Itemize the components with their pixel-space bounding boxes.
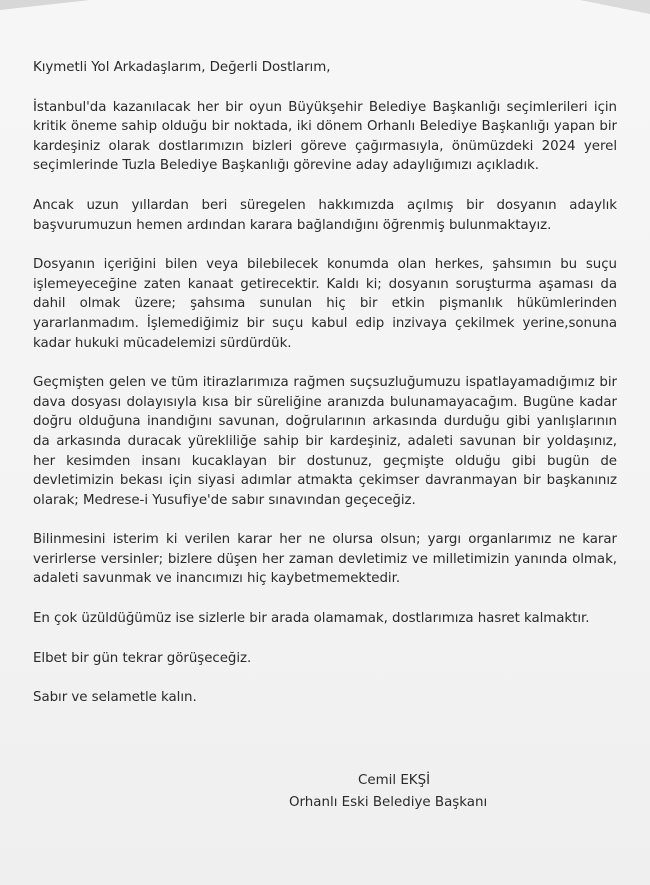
letter-body <box>33 58 617 728</box>
paper-corner-right <box>580 0 650 14</box>
paragraph-4: Geçmişten gelen ve tüm itirazlarımıza rağmen suçsuzluğumuzu ispatlayamadığımız bir dava dosyası dolayısıyla kısa bir süreliğine aranızda bulunamayacağım. Bugüne kadar doğru olduğuna inandığını savunan, doğrularının arkasında durduğu gibi yanlışlarının da arkasında duracak yürekliliğe sahip bir kardeşiniz, adaleti savunan bir yoldaşınız, her kesimden insanı kucaklayan bir dostunuz, geçmişte olduğu gibi bugün de devletimizin bekası için siyasi adımlar atmakta çekimser davranmayan bir başkanınız olarak; Medrese-i Yusufiye'de sabır sınavından geçeceğiz. <box>33 375 617 508</box>
paragraph-6: En çok üzüldüğümüz ise sizlerle bir arada olamamak, dostlarımıza hasret kalmaktır. <box>33 611 590 627</box>
salutation: Kıymetli Yol Arkadaşlarım, Değerli Dostlarım, <box>33 60 331 75</box>
paragraph-8: Sabır ve selametle kalın. <box>33 690 197 706</box>
paragraph-2: Ancak uzun yıllardan beri süregelen hakkımızda açılmış bir dosyanın adaylık başvurumuzun hemen ardından karara bağlandığını öğrenmiş bulunmaktayız. <box>33 197 617 233</box>
paragraph-1: İstanbul'da kazanılacak her bir oyun Büyükşehir Belediye Başkanlığı seçimlerileri için kritik öneme sahip olduğu bir noktada, iki dönem Orhanlı Belediye Başkanlığı yapan bir kardeşiniz olarak dostlarımızın bizleri göreve çağırmasıyla, önümüzdeki 2024 yerel seçimlerinde Tuzla Belediye Başkanlığı görevine aday adaylığımızı açıkladık. <box>33 99 617 174</box>
paragraph-3: Dosyanın içeriğini bilen veya bilebilecek konumda olan herkes, şahsımın bu suçu işlemeyeceğine zaten kanaat getirecektir. Kaldı ki; dosyanın soruşturma aşaması da dahil olmak üzere; şahsıma sunulan hiç bir etkin pişmanlık hükümlerinden yararlanmadım. İşlemediğimiz bir suçu kabul edip inzivaya çekilmek yerine,sonuna kadar hukuki mücadelemizi sürdürdük. <box>33 257 617 351</box>
paragraph-5: Bilinmesini isterim ki verilen karar her ne olursa olsun; yargı organlarımız ne karar verirlerse versinler; bizlere düşen her zaman devletimiz ve milletimizin yanında olmak, adaleti savunmak ve inancımızı hiç kaybetmemektedir. <box>33 532 617 587</box>
paragraph-7: Elbet bir gün tekrar görüşeceğiz. <box>33 650 252 666</box>
signature-title: Orhanlı Eski Belediye Başkanı <box>289 795 488 810</box>
signature-name: Cemil EKŞİ <box>358 773 431 788</box>
paper-corner-left <box>0 0 90 10</box>
